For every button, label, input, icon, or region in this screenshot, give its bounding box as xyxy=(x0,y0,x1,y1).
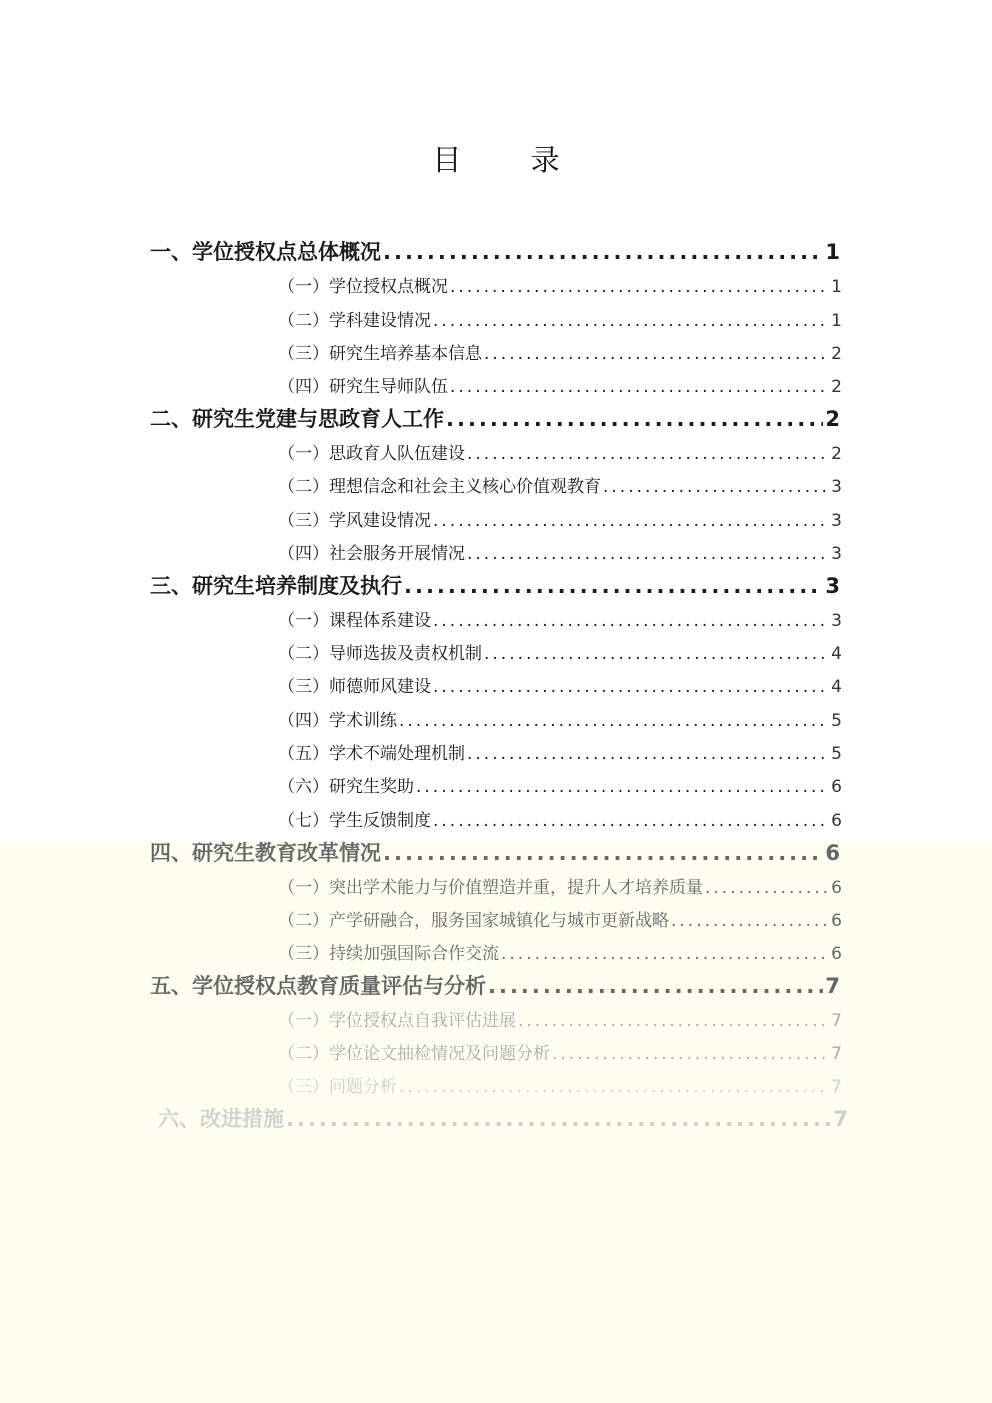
toc-page-number: 7 xyxy=(831,1044,842,1064)
toc-entry-text: （一）课程体系建设 xyxy=(278,611,431,631)
toc-entry[interactable] xyxy=(278,272,842,297)
toc-entry-text: （六）研究生奖助 xyxy=(278,777,414,797)
toc-page-number: 2 xyxy=(831,377,842,397)
toc-page-number: 6 xyxy=(831,911,842,931)
toc-page-number: 4 xyxy=(831,677,842,697)
toc-leader-dots xyxy=(705,878,829,898)
toc-leader-dots xyxy=(467,444,829,464)
toc-page-number: 4 xyxy=(831,644,842,664)
toc-entry-text: （三）问题分析 xyxy=(278,1077,397,1097)
toc-page-number: 6 xyxy=(831,811,842,831)
page-title: 目 录 xyxy=(432,143,590,177)
toc-page-number: 3 xyxy=(825,574,840,598)
toc-entry-text: 六、改进措施 xyxy=(158,1107,284,1131)
toc-entry[interactable] xyxy=(150,837,840,867)
toc-page-number: 5 xyxy=(831,711,842,731)
toc-leader-dots xyxy=(286,1107,831,1131)
toc-entry-text: （二）学科建设情况 xyxy=(278,311,431,331)
toc-page-number: 7 xyxy=(831,1011,842,1031)
toc-leader-dots xyxy=(383,841,823,865)
toc-leader-dots xyxy=(467,744,829,764)
toc-entry[interactable] xyxy=(278,1006,842,1031)
toc-page-number: 3 xyxy=(831,477,842,497)
toc-page-number: 1 xyxy=(825,240,840,264)
toc-page-number: 2 xyxy=(831,344,842,364)
toc-entry[interactable] xyxy=(150,403,840,433)
toc-entry[interactable] xyxy=(278,306,842,331)
toc-entry[interactable] xyxy=(278,639,842,664)
toc-entry[interactable] xyxy=(278,606,842,631)
toc-leader-dots xyxy=(399,711,829,731)
toc-entry-text: （二）学位论文抽检情况及问题分析 xyxy=(278,1044,550,1064)
toc-entry-text: （三）研究生培养基本信息 xyxy=(278,344,482,364)
toc-page-number: 1 xyxy=(831,311,842,331)
toc-entry[interactable] xyxy=(150,570,840,600)
toc-leader-dots xyxy=(433,677,829,697)
toc-leader-dots xyxy=(433,611,829,631)
toc-entry-text: 二、研究生党建与思政育人工作 xyxy=(150,407,444,431)
toc-leader-dots xyxy=(484,344,829,364)
toc-entry[interactable] xyxy=(278,506,842,531)
toc-leader-dots xyxy=(433,811,829,831)
toc-entry[interactable] xyxy=(278,806,842,831)
toc-page-number: 7 xyxy=(831,1077,842,1097)
toc-page-number: 7 xyxy=(825,974,840,998)
toc-entry-text: （一）思政育人队伍建设 xyxy=(278,444,465,464)
toc-leader-dots xyxy=(433,511,829,531)
toc-entry-text: （四）学术训练 xyxy=(278,711,397,731)
toc-entry-text: （二）理想信念和社会主义核心价值观教育 xyxy=(278,477,601,497)
toc-page-number: 1 xyxy=(831,277,842,297)
toc-entry[interactable] xyxy=(278,1072,842,1097)
toc-entry-text: （三）持续加强国际合作交流 xyxy=(278,944,499,964)
toc-page-number: 2 xyxy=(831,444,842,464)
toc-entry[interactable] xyxy=(150,236,840,266)
toc-entry-text: （七）学生反馈制度 xyxy=(278,811,431,831)
toc-leader-dots xyxy=(518,1011,829,1031)
toc-entry[interactable] xyxy=(278,1039,842,1064)
toc-entry[interactable] xyxy=(278,372,842,397)
toc-entry[interactable] xyxy=(278,906,842,931)
toc-leader-dots xyxy=(399,1077,829,1097)
toc-page-number: 6 xyxy=(825,841,840,865)
toc-leader-dots xyxy=(501,944,829,964)
toc-leader-dots xyxy=(404,574,823,598)
toc-entry-text: （四）研究生导师队伍 xyxy=(278,377,448,397)
toc-leader-dots xyxy=(383,240,823,264)
toc-leader-dots xyxy=(552,1044,829,1064)
toc-entry-text: （二）导师选拔及责权机制 xyxy=(278,644,482,664)
toc-leader-dots xyxy=(446,407,823,431)
toc-leader-dots xyxy=(450,377,829,397)
toc-leader-dots xyxy=(433,311,829,331)
toc-entry-text: （四）社会服务开展情况 xyxy=(278,544,465,564)
toc-entry-text: （一）学位授权点自我评估进展 xyxy=(278,1011,516,1031)
toc-page-number: 2 xyxy=(825,407,840,431)
toc-page-number: 7 xyxy=(833,1107,848,1131)
toc-entry[interactable] xyxy=(278,873,842,898)
toc-entry[interactable] xyxy=(278,939,842,964)
toc-entry-text: 五、学位授权点教育质量评估与分析 xyxy=(150,974,486,998)
toc-page-number: 3 xyxy=(831,544,842,564)
toc-page-number: 3 xyxy=(831,611,842,631)
toc-leader-dots xyxy=(671,911,829,931)
toc-entry-text: （五）学术不端处理机制 xyxy=(278,744,465,764)
toc-entry-text: （一）学位授权点概况 xyxy=(278,277,448,297)
toc-leader-dots xyxy=(488,974,823,998)
toc-leader-dots xyxy=(416,777,829,797)
toc-entry[interactable] xyxy=(278,739,842,764)
toc-entry[interactable] xyxy=(278,339,842,364)
toc-page-number: 6 xyxy=(831,878,842,898)
toc-leader-dots xyxy=(603,477,829,497)
toc-entry-text: 四、研究生教育改革情况 xyxy=(150,841,381,865)
toc-entry[interactable] xyxy=(278,706,842,731)
toc-entry[interactable] xyxy=(158,1103,848,1133)
toc-entry[interactable] xyxy=(278,439,842,464)
toc-leader-dots xyxy=(467,544,829,564)
toc-entry-text: （二）产学研融合，服务国家城镇化与城市更新战略 xyxy=(278,911,669,931)
toc-page-number: 6 xyxy=(831,777,842,797)
toc-entry[interactable] xyxy=(278,539,842,564)
toc-entry-text: （三）师德师风建设 xyxy=(278,677,431,697)
toc-entry-text: 一、学位授权点总体概况 xyxy=(150,240,381,264)
toc-entry[interactable] xyxy=(278,672,842,697)
toc-page-number: 5 xyxy=(831,744,842,764)
toc-page-number: 3 xyxy=(831,511,842,531)
toc-entry-text: （三）学风建设情况 xyxy=(278,511,431,531)
toc-leader-dots xyxy=(484,644,829,664)
toc-entry[interactable] xyxy=(150,970,840,1000)
toc-entry[interactable] xyxy=(278,472,842,497)
toc-entry-text: （一）突出学术能力与价值塑造并重，提升人才培养质量 xyxy=(278,878,703,898)
toc-entry[interactable] xyxy=(278,772,842,797)
toc-entry-text: 三、研究生培养制度及执行 xyxy=(150,574,402,598)
toc-leader-dots xyxy=(450,277,829,297)
toc-page-number: 6 xyxy=(831,944,842,964)
